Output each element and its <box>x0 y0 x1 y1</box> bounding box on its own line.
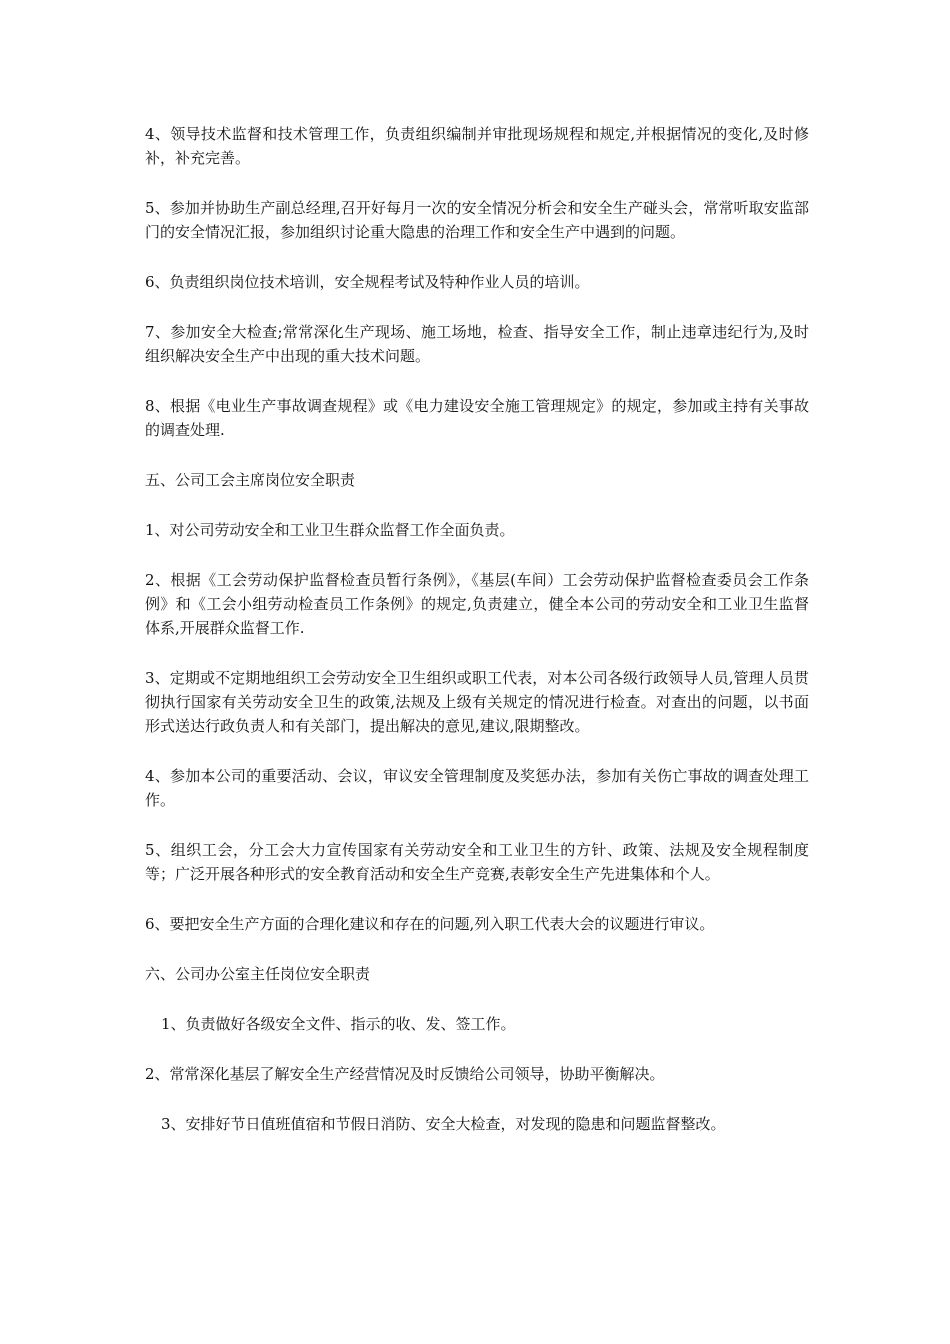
paragraph-office-2: 2、常常深化基层了解安全生产经营情况及时反馈给公司领导，协助平衡解决。 <box>145 1065 665 1083</box>
paragraph-item-6: 6、负责组织岗位技术培训，安全规程考试及特种作业人员的培训。 <box>145 273 590 291</box>
paragraph-union-1: 1、对公司劳动安全和工业卫生群众监督工作全面负责。 <box>145 521 515 539</box>
paragraph-union-2: 2、根据《工会劳动保护监督检查员暂行条例》，《基层(车间）工会劳动保护监督检查委员会工作条例》和《工会小组劳动检查员工作条例》的规定,负责建立，健全本公司的劳动安全和工业卫生监督体系,开展群众监督工作. <box>145 571 809 637</box>
section-heading-office-director: 六、公司办公室主任岗位安全职责 <box>145 965 371 983</box>
paragraph-union-4: 4、参加本公司的重要活动、会议，审议安全管理制度及奖惩办法，参加有关伤亡事故的调查处理工作。 <box>145 767 809 809</box>
paragraph-union-5: 5、组织工会，分工会大力宣传国家有关劳动安全和工业卫生的方针、政策、法规及安全规程制度等；广泛开展各种形式的安全教育活动和安全生产竞赛,表彰安全生产先进集体和个人。 <box>145 841 809 883</box>
section-heading-union-chair: 五、公司工会主席岗位安全职责 <box>145 471 356 489</box>
paragraph-item-7: 7、参加安全大检查;常常深化生产现场、施工场地，检查、指导安全工作，制止违章违纪行为,及时组织解决安全生产中出现的重大技术问题。 <box>145 323 809 365</box>
paragraph-office-1: 1、负责做好各级安全文件、指示的收、发、签工作。 <box>161 1015 516 1033</box>
paragraph-item-4: 4、领导技术监督和技术管理工作，负责组织编制并审批现场规程和规定,并根据情况的变化,及时修补，补充完善。 <box>145 125 809 167</box>
paragraph-item-8: 8、根据《电业生产事故调查规程》或《电力建设安全施工管理规定》的规定，参加或主持有关事故的调查处理. <box>145 397 809 439</box>
paragraph-union-3: 3、定期或不定期地组织工会劳动安全卫生组织或职工代表，对本公司各级行政领导人员,管理人员贯彻执行国家有关劳动安全卫生的政策,法规及上级有关规定的情况进行检查。对查出的问题，以书面形式送达行政负责人和有关部门，提出解决的意见,建议,限期整改。 <box>145 669 809 735</box>
document-page <box>145 122 809 1162</box>
paragraph-item-5: 5、参加并协助生产副总经理,召开好每月一次的安全情况分析会和安全生产碰头会，常常听取安监部门的安全情况汇报，参加组织讨论重大隐患的治理工作和安全生产中遇到的问题。 <box>145 199 809 241</box>
paragraph-office-3: 3、安排好节日值班值宿和节假日消防、安全大检查，对发现的隐患和问题监督整改。 <box>161 1115 726 1133</box>
paragraph-union-6: 6、要把安全生产方面的合理化建议和存在的问题,列入职工代表大会的议题进行审议。 <box>145 915 715 933</box>
